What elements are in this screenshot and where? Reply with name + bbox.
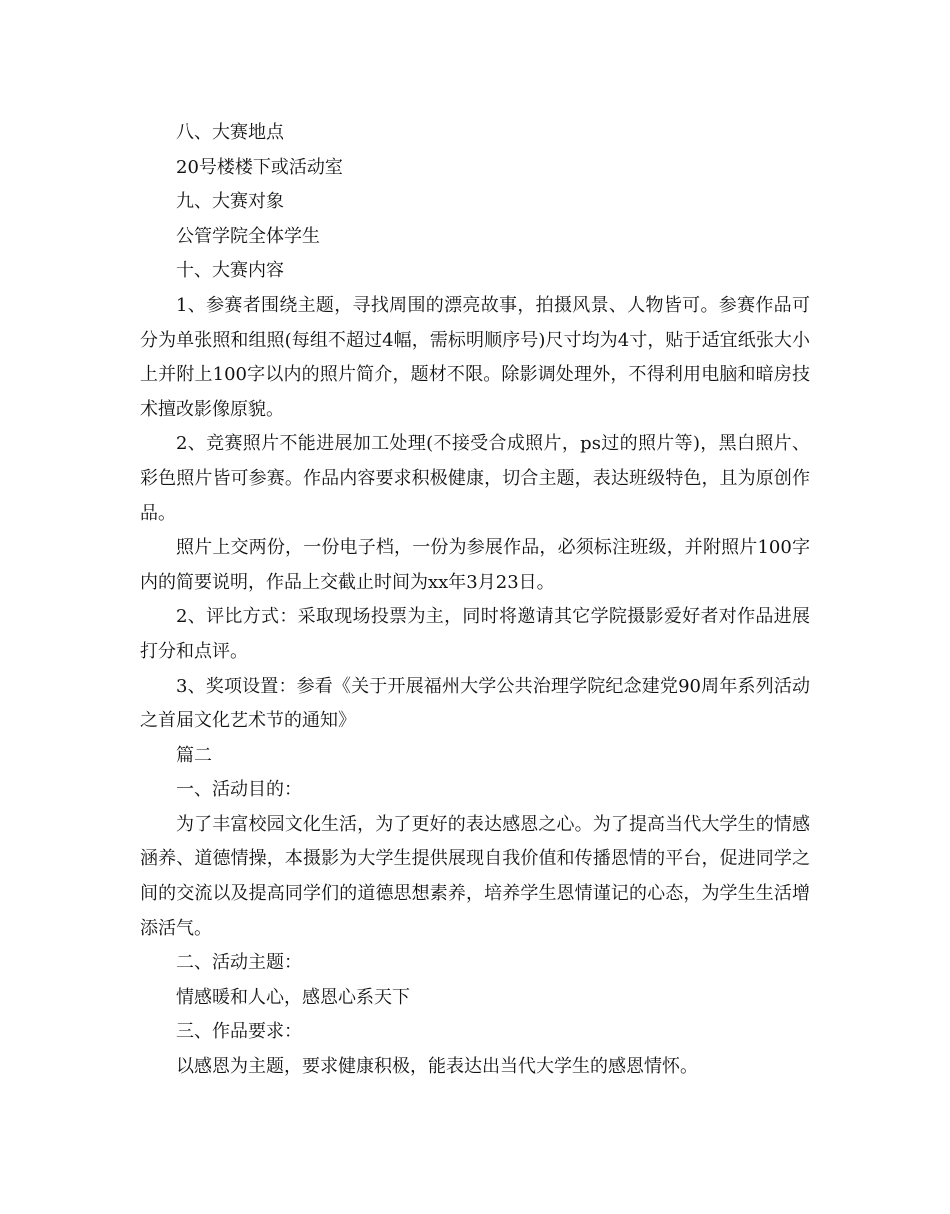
heading-requirements: 三、作品要求： (176, 1021, 302, 1043)
paragraph-purpose: 为了丰富校园文化生活，为了更好的表达感恩之心。为了提高当代大学生的情感涵养、道德情操，本摄影为大学生提供展现自我价值和传播恩情的平台，促进同学之间的交流以及提高同学们的道德思想素养，培养学生恩情谨记的心态，为学生生活增添活气。 (140, 813, 810, 939)
section-title-part-two: 篇二 (176, 744, 212, 766)
participants-text: 公管学院全体学生 (176, 225, 320, 247)
theme-text: 情感暖和人心，感恩心系天下 (176, 986, 410, 1008)
heading-contest-content: 十、大赛内容 (176, 260, 284, 282)
paragraph-rules-2: 2、竞赛照片不能进展加工处理(不接受合成照片，ps过的照片等)，黑白照片、彩色照片皆可参赛。作品内容要求积极健康，切合主题，表达班级特色，且为原创作品。 (140, 433, 810, 524)
requirements-text: 以感恩为主题，要求健康积极，能表达出当代大学生的感恩情怀。 (176, 1056, 698, 1078)
paragraph-evaluation: 2、评比方式：采取现场投票为主，同时将邀请其它学院摄影爱好者对作品进展打分和点评。 (140, 606, 810, 662)
paragraph-awards: 3、奖项设置：参看《关于开展福州大学公共治理学院纪念建党90周年系列活动之首届文化艺术节的通知》 (140, 675, 810, 732)
paragraph-rules-1: 1、参赛者围绕主题，寻找周围的漂亮故事，拍摄风景、人物皆可。参赛作品可分为单张照和组照(每组不超过4幅，需标明顺序号)尺寸均为4寸，贴于适宜纸张大小上并附上100字以内的照片简介，题材不限。除影调处理外，不得利用电脑和暗房技术擅改影像原貌。 (140, 294, 810, 420)
paragraph-submission: 照片上交两份，一份电子档，一份为参展作品，必须标注班级，并附照片100字内的简要说明，作品上交截止时间为xx年3月23日。 (140, 537, 810, 593)
document-body (140, 116, 810, 1085)
venue-text: 20号楼楼下或活动室 (176, 156, 343, 178)
heading-purpose: 一、活动目的： (176, 779, 302, 801)
heading-theme: 二、活动主题： (176, 952, 302, 974)
heading-participants: 九、大赛对象 (176, 191, 284, 213)
heading-venue: 八、大赛地点 (176, 122, 284, 143)
